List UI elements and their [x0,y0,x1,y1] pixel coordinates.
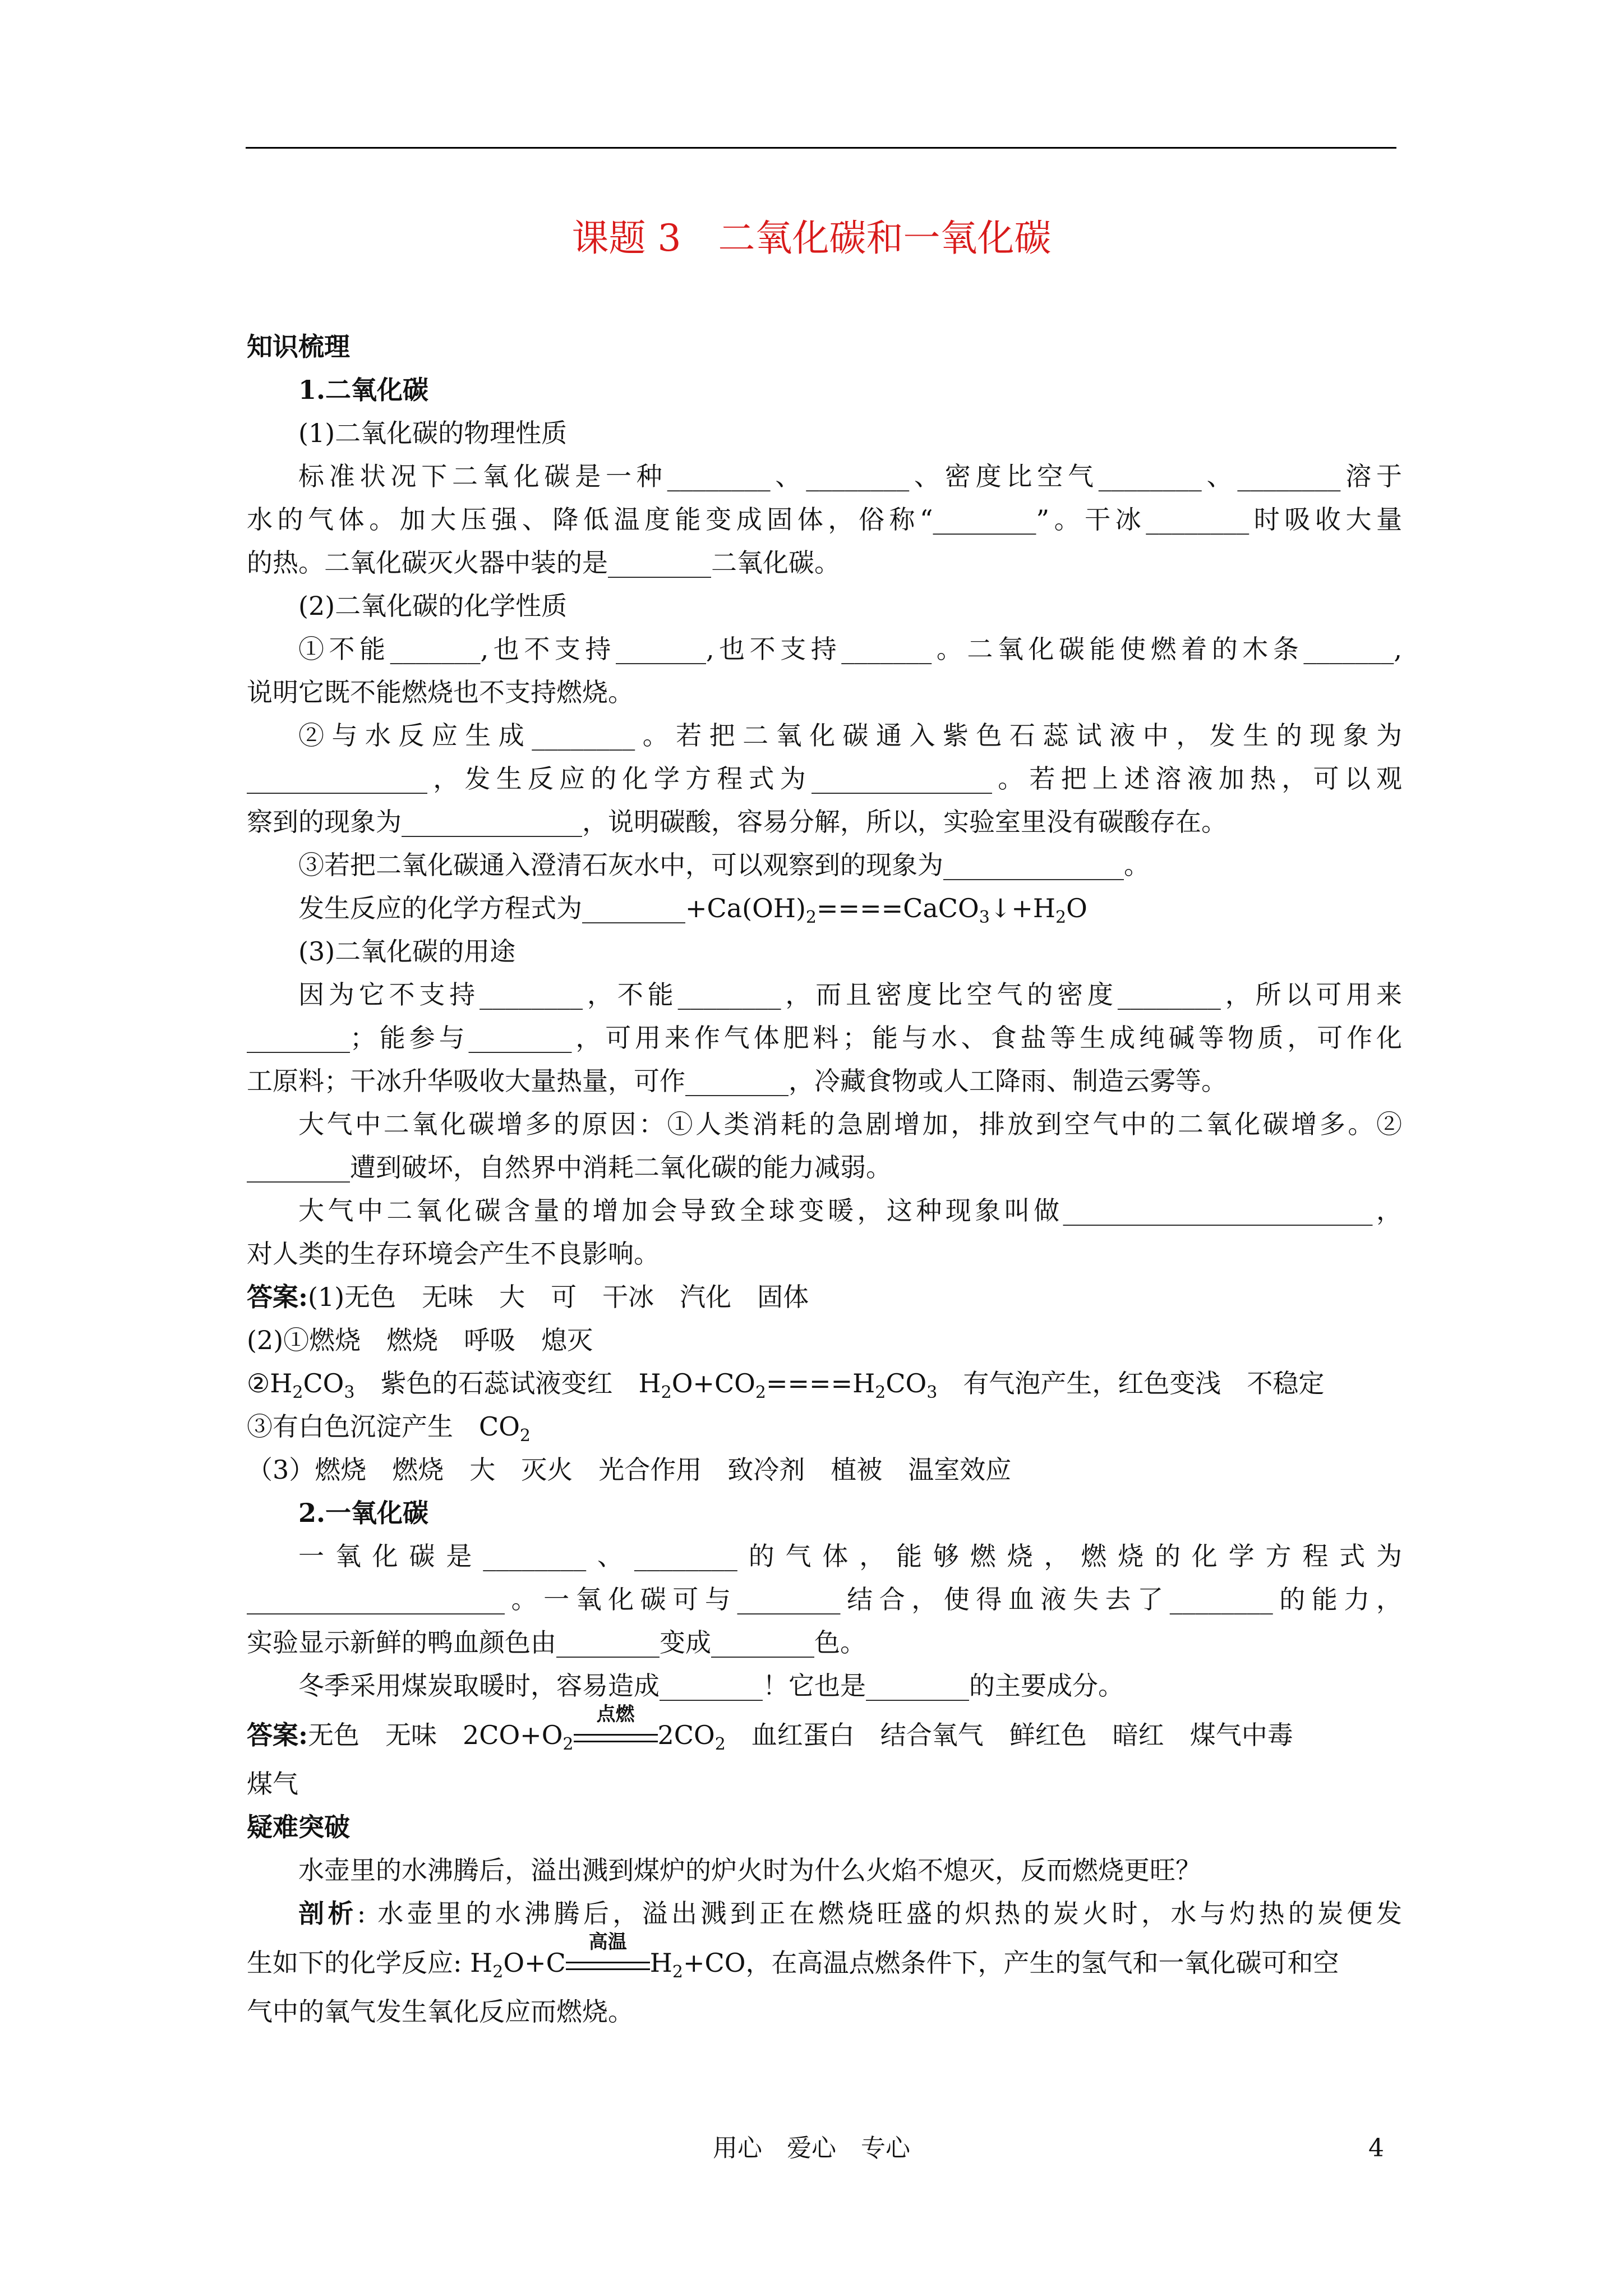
text-fragment: CO [886,1368,927,1398]
text-fragment: O+C [503,1948,566,1978]
text-line: 实验显示新鲜的鸭血颜色由________变成________色。 [247,1627,866,1658]
question-line: 水壶里的水沸腾后，溢出溅到煤炉的炉火时为什么火焰不熄灭，反而燃烧更旺？ [298,1855,1201,1885]
text-line: ③若把二氧化碳通入澄清石灰水中，可以观察到的现象为______________。 [298,850,1150,880]
text-line: 说明它既不能燃烧也不支持燃烧。 [247,677,634,707]
text-fragment: 有气泡产生，红色变浅 不稳定 [937,1368,1325,1398]
subscript: 2 [755,1383,766,1403]
text-line: ____________________。一氧化碳可与________结合，使得血液失去了________的能力， [247,1584,1402,1614]
subscript: 2 [562,1734,574,1755]
text-line: 大气中二氧化碳增多的原因：①人类消耗的急剧增加，排放到空气中的二氧化碳增多。② [298,1109,1402,1139]
subscript: 3 [926,1383,938,1403]
answer-line [247,1362,1402,1405]
text-line: ________；能参与________，可用来作气体肥料；能与水、食盐等生成纯碱等物质，可作化 [247,1023,1402,1053]
text-fragment: ③有白色沉淀产生 CO [247,1411,520,1442]
text-fragment: 发生反应的化学方程式为________+Ca(OH) [298,893,806,923]
text-fragment: O [1066,893,1087,923]
subheading-uses: (3)二氧化碳的用途 [298,936,516,967]
subscript: 2 [714,1734,726,1755]
section-heading-knowledge: 知识梳理 [247,332,350,362]
subscript: 2 [492,1962,504,1982]
text-fragment: ====H [766,1368,875,1398]
section-heading-difficulty: 疑难突破 [247,1812,350,1842]
answer-line: (2)①燃烧 燃烧 呼吸 熄灭 [247,1325,593,1355]
analysis-line: 气中的氧气发生氧化反应而燃烧。 [247,1996,634,2027]
answer-label: 答案: [247,1282,308,1312]
subscript: 2 [519,1426,531,1446]
text-fragment: 无色 无味 2CO+O [307,1720,563,1750]
subheading-physical-properties: (1)二氧化碳的物理性质 [298,418,568,448]
answer-line [247,1405,1402,1448]
section-heading-co: 2.一氧化碳 [298,1498,429,1528]
arrow-line [574,1741,658,1742]
text-line: 工原料；干冰升华吸收大量热量，可作________，冷藏食物或人工降雨、制造云雾等。 [247,1066,1227,1096]
arrow-line [566,1968,650,1970]
text-line: 标准状况下二氧化碳是一种________、________、密度比空气________、________溶于 [298,461,1402,491]
arrow-line [566,1962,650,1963]
text-line: 的热。二氧化碳灭火器中装的是________二氧化碳。 [247,547,840,578]
header-rule [246,147,1396,149]
answer-label: 答案: [247,1720,308,1750]
text-fragment: H [649,1948,672,1978]
footer-motto: 用心 爱心 专心 [713,2134,910,2162]
reaction-condition: 高温 [588,1931,627,1953]
section-heading-co2: 1.二氧化碳 [298,375,429,405]
text-fragment: +CO，在高温点燃条件下，产生的氢气和一氧化碳可和空 [683,1948,1339,1978]
page-number: 4 [1368,2134,1384,2162]
page-title: 课题 3 二氧化碳和一氧化碳 [571,217,1052,260]
text-line: ②与水反应生成________。若把二氧化碳通入紫色石蕊试液中，发生的现象为 [298,720,1402,751]
reaction-arrow [566,1931,650,1976]
answer-line: （3）燃烧 燃烧 大 灭火 光合作用 致冷剂 植被 温室效应 [247,1455,1012,1485]
analysis-line [247,1931,1402,1990]
analysis-label: 剖析 [298,1898,357,1929]
subscript: 2 [661,1383,672,1403]
text-line: ①不能_______,也不支持_______,也不支持_______。二氧化碳能使燃着的木条_______, [298,634,1402,664]
reaction-condition: 点燃 [596,1703,635,1726]
reaction-arrow [574,1703,658,1749]
answer-line [247,1276,1402,1319]
text-line: 水的气体。加大压强、降低温度能变成固体，俗称“________”。干冰________时吸收大量 [247,504,1402,535]
equation-line [247,887,1402,930]
analysis-line [247,1892,1402,1935]
subscript: 2 [292,1383,303,1403]
text-line: 因为它不支持________，不能________，而且密度比空气的密度________，所以可用来 [298,979,1402,1010]
answer-line [247,1703,1402,1763]
subscript: 2 [875,1383,886,1403]
answer-text: (1)无色 无味 大 可 干冰 汽化 固体 [307,1282,809,1312]
text-fragment: ②H [247,1368,293,1398]
text-line: 一氧化碳是________、________的气体，能够燃烧，燃烧的化学方程式为 [298,1541,1402,1571]
text-line: 大气中二氧化碳含量的增加会导致全球变暖，这种现象叫做________________________， [298,1195,1402,1226]
text-line: ______________，发生反应的化学方程式为______________。若把上述溶液加热，可以观 [247,763,1402,794]
subscript: 2 [1055,908,1067,928]
subscript: 2 [805,908,817,928]
text-fragment: ↓+H [989,893,1055,923]
answer-line: 煤气 [247,1769,298,1799]
subscript: 2 [672,1962,684,1982]
document-body [247,325,1402,2033]
text-fragment: : 水壶里的水沸腾后，溢出溅到正在燃烧旺盛的炽热的炭火时，水与灼热的炭便发 [357,1898,1402,1929]
text-line: 察到的现象为______________，说明碳酸，容易分解，所以，实验室里没有碳酸存在。 [247,807,1227,837]
text-line: ________遭到破坏，自然界中消耗二氧化碳的能力减弱。 [247,1152,892,1182]
arrow-line [574,1734,658,1736]
text-fragment: 2CO [657,1720,715,1750]
text-fragment: 生如下的化学反应: H [247,1948,493,1978]
text-line: 对人类的生存环境会产生不良影响。 [247,1239,660,1269]
subscript: 3 [979,908,990,928]
text-fragment: 紫色的石蕊试液变红 H [354,1368,661,1398]
subheading-chemical-properties: (2)二氧化碳的化学性质 [298,591,568,621]
subscript: 3 [344,1383,355,1403]
text-fragment: 血红蛋白 结合氧气 鲜红色 暗红 煤气中毒 [725,1720,1293,1750]
text-fragment: CO [303,1368,344,1398]
text-fragment: O+CO [671,1368,755,1398]
text-line: 冬季采用煤炭取暖时，容易造成________！它也是________的主要成分。 [298,1671,1124,1701]
text-fragment: ====CaCO [816,893,979,923]
